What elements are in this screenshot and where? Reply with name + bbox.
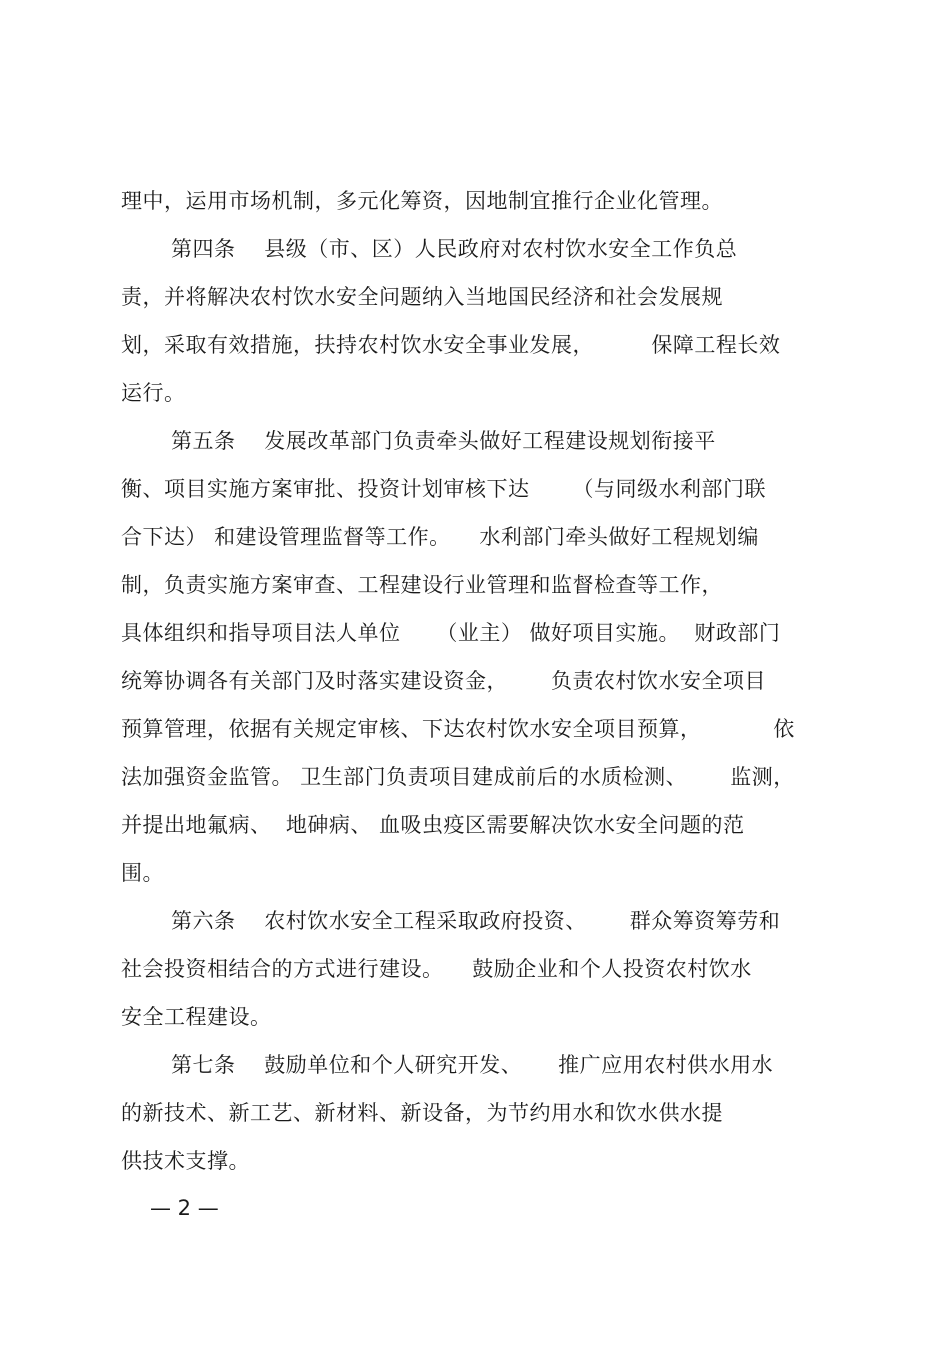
text-line: 围。 [121, 861, 164, 885]
text-line: 法加强资金监管。 卫生部门负责项目建成前后的水质检测、 监测， [121, 765, 795, 789]
text-line: 运行。 [121, 381, 186, 405]
text-line: 理中，运用市场机制，多元化筹资，因地制宜推行企业化管理。 [121, 189, 723, 213]
article-4-heading-line: 第四条 县级（市、区）人民政府对农村饮水安全工作负总 [171, 237, 738, 261]
text-line: 统筹协调各有关部门及时落实建设资金， 负责农村饮水安全项目 [121, 669, 767, 693]
text-line: 供技术支撑。 [121, 1149, 250, 1173]
text-line: 具体组织和指导项目法人单位 （业主） 做好项目实施。 财政部门 [121, 621, 781, 645]
text-line: 责，并将解决农村饮水安全问题纳入当地国民经济和社会发展规 [121, 285, 723, 309]
text-line: 安全工程建设。 [121, 1005, 272, 1029]
text-line: 衡、项目实施方案审批、投资计划审核下达 （与同级水利部门联 [121, 477, 767, 501]
text-line: 并提出地氟病、 地砷病、 血吸虫疫区需要解决饮水安全问题的范 [121, 813, 745, 837]
article-5-heading-line: 第五条 发展改革部门负责牵头做好工程建设规划衔接平 [171, 429, 716, 453]
text-line: 社会投资相结合的方式进行建设。 鼓励企业和个人投资农村饮水 [121, 957, 752, 981]
article-6-heading-line: 第六条 农村饮水安全工程采取政府投资、 群众筹资筹劳和 [171, 909, 781, 933]
text-line: 制，负责实施方案审查、工程建设行业管理和监督检查等工作， [121, 573, 723, 597]
text-line: 划，采取有效措施，扶持农村饮水安全事业发展， 保障工程长效 [121, 333, 781, 357]
text-line: 合下达） 和建设管理监督等工作。 水利部门牵头做好工程规划编 [121, 525, 759, 549]
text-line: 的新技术、新工艺、新材料、新设备，为节约用水和饮水供水提 [121, 1101, 723, 1125]
text-line: 预算管理，依据有关规定审核、下达农村饮水安全项目预算， 依 [121, 717, 795, 741]
page-number: — 2 — [150, 1196, 219, 1220]
article-7-heading-line: 第七条 鼓励单位和个人研究开发、 推广应用农村供水用水 [171, 1053, 774, 1077]
